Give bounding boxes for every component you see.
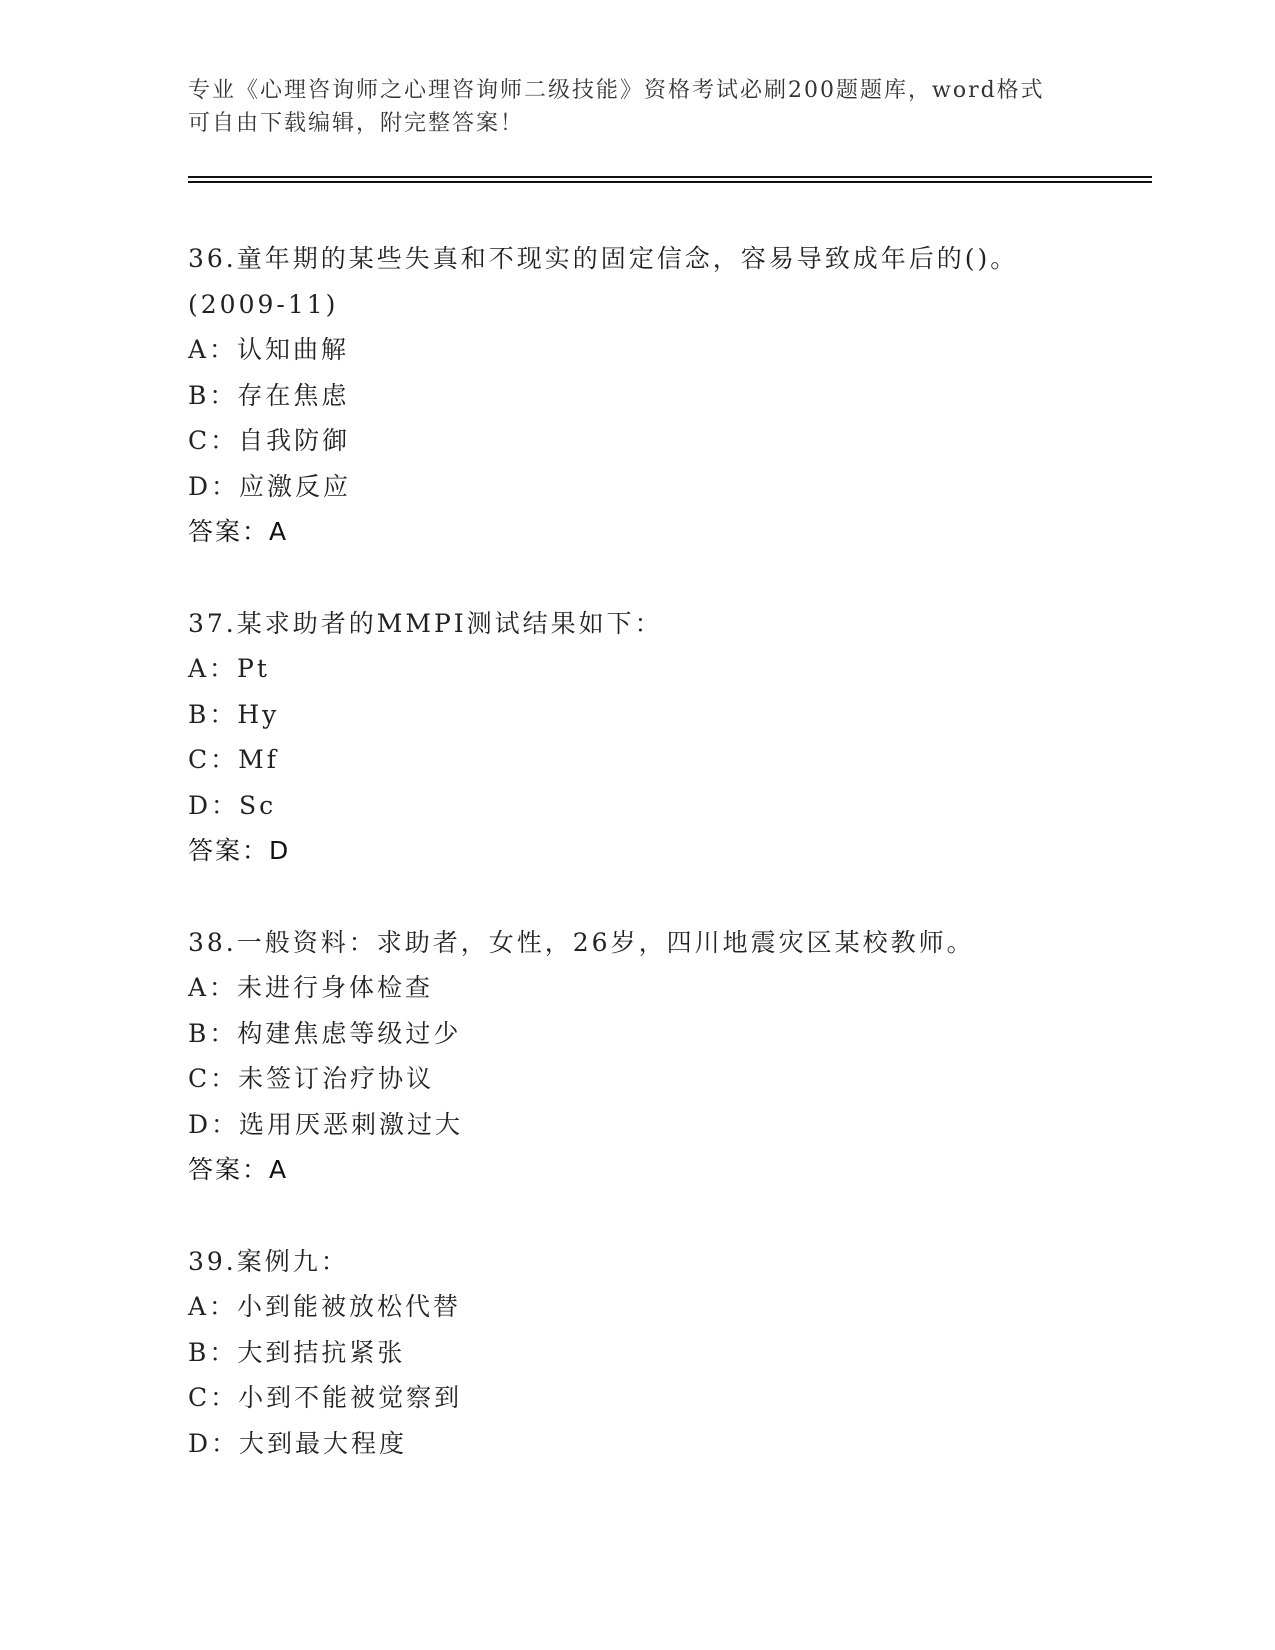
question-37: [188, 601, 1168, 874]
option-c: C：小到不能被觉察到: [188, 1383, 463, 1412]
answer-line: 答案：A: [188, 1155, 289, 1184]
option-a: A：小到能被放松代替: [188, 1292, 462, 1321]
option-d: D：选用厌恶刺激过大: [188, 1109, 464, 1139]
option-a: A：Pt: [188, 654, 270, 683]
question-36: [188, 236, 1168, 555]
option-c: C：未签订治疗协议: [188, 1064, 435, 1093]
option-d: D：Sc: [188, 790, 277, 820]
document-header: [188, 74, 1088, 140]
header-line-2: 可自由下载编辑，附完整答案！: [188, 111, 525, 136]
option-b: B：存在焦虑: [188, 380, 350, 410]
answer-line: 答案：D: [188, 836, 291, 865]
option-a: A：未进行身体检查: [188, 973, 434, 1002]
header-rule-top: [188, 176, 1152, 178]
option-b: B：Hy: [188, 699, 280, 729]
option-c: C：自我防御: [188, 426, 351, 455]
option-c: C：Mf: [188, 745, 279, 774]
option-a: A：认知曲解: [188, 335, 350, 364]
question-39: [188, 1239, 1168, 1467]
question-stem: 36.童年期的某些失真和不现实的固定信念，容易导致成年后的()。: [188, 244, 1019, 273]
option-b: B：大到拮抗紧张: [188, 1337, 406, 1367]
header-line-1: 专业《心理咨询师之心理咨询师二级技能》资格考试必刷200题题库，word格式: [188, 78, 1045, 103]
option-b: B：构建焦虑等级过少: [188, 1018, 462, 1048]
option-d: D：应激反应: [188, 471, 352, 501]
question-list: [188, 236, 1168, 1512]
header-rule-bottom: [188, 181, 1152, 183]
question-stem-continuation: (2009-11): [188, 289, 339, 319]
question-38: [188, 920, 1168, 1193]
option-d: D：大到最大程度: [188, 1428, 408, 1458]
question-stem: 38.一般资料：求助者，女性，26岁，四川地震灾区某校教师。: [188, 927, 975, 957]
question-stem: 37.某求助者的MMPI测试结果如下：: [188, 608, 663, 638]
question-stem: 39.案例九：: [188, 1246, 349, 1276]
answer-line: 答案：A: [188, 517, 289, 546]
